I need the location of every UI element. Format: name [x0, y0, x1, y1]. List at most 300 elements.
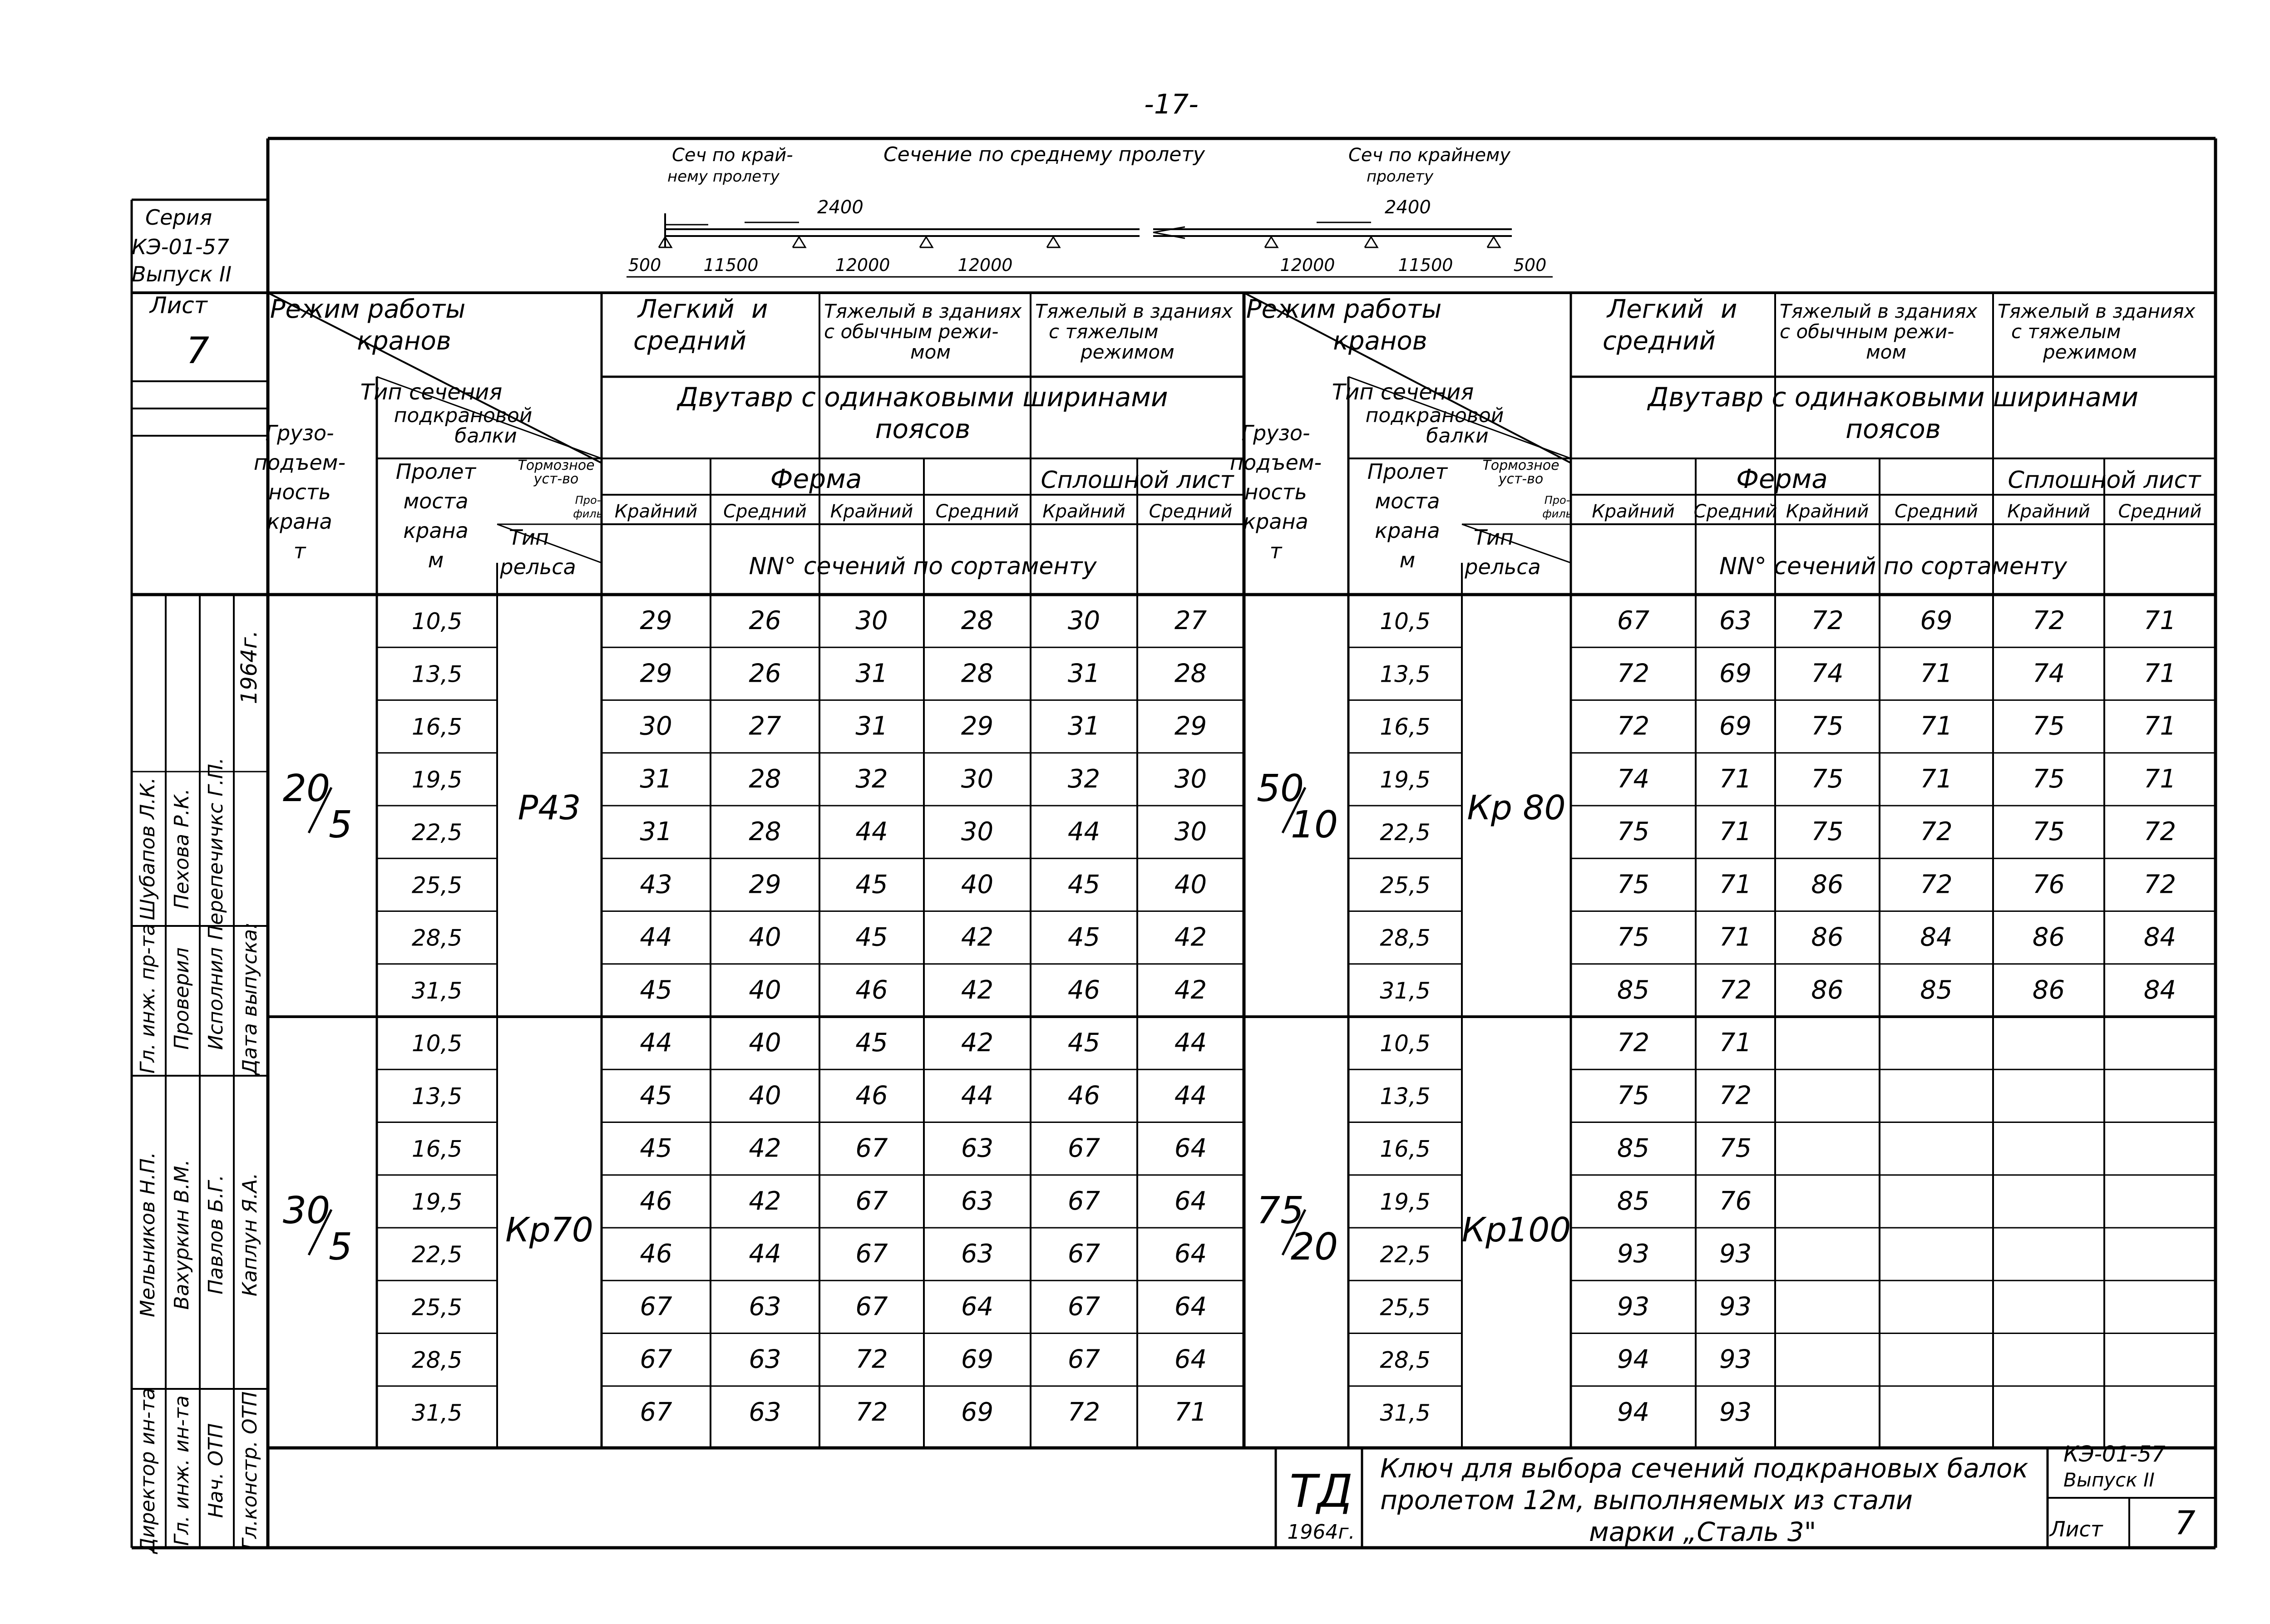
left-section-number-cell: 64: [1174, 1239, 1207, 1269]
left-capacity-label-0: Грузо-: [265, 421, 334, 445]
right-section-number-cell: 93: [1719, 1239, 1752, 1269]
right-section-number-cell: 71: [2143, 764, 2176, 794]
left-span-cell: 16,5: [411, 1136, 463, 1162]
right-section-number-cell: 84: [2143, 975, 2176, 1005]
right-heavy2-label-2: с тяжелым: [2011, 320, 2121, 343]
left-rail-type: Кр70: [505, 1211, 593, 1250]
right-section-number-cell: 72: [1719, 1081, 1752, 1111]
right-assort-label: NN° сечений по сортаменту: [1719, 553, 2067, 580]
left-span-cell: 22,5: [411, 1241, 463, 1268]
left-section-number-cell: 28: [1174, 659, 1207, 689]
series-sheet-label: Лист: [150, 292, 207, 319]
right-rail-label-1: Тип: [1473, 525, 1514, 550]
dim-6: 11500: [1398, 255, 1453, 275]
left-section-number-cell: 46: [640, 1239, 672, 1269]
right-section-number-cell: 93: [1719, 1344, 1752, 1374]
left-capacity-bottom: 5: [328, 1225, 353, 1269]
left-section-number-cell: 67: [640, 1344, 672, 1374]
right-light-label-2: и: [1721, 295, 1737, 324]
right-section-number-cell: 72: [1617, 659, 1650, 689]
left-section-number-cell: 44: [640, 1028, 672, 1058]
left-section-number-cell: 40: [1174, 870, 1207, 900]
left-section-number-cell: 45: [855, 1028, 888, 1058]
org-mark: ТД: [1289, 1465, 1353, 1518]
right-section-number-cell: 84: [2143, 922, 2176, 952]
dim-4: 12000: [957, 255, 1013, 275]
right-section-number-cell: 71: [1719, 764, 1752, 794]
left-section-number-cell: 26: [749, 606, 781, 636]
right-truss-label: Ферма: [1736, 463, 1828, 494]
left-mode-label-1: Режим работы: [270, 295, 466, 324]
right-section-number-cell: 93: [1617, 1292, 1650, 1322]
left-section-number-cell: 30: [1174, 764, 1207, 794]
left-section-number-cell: 27: [1174, 606, 1207, 636]
dim-7: 500: [1513, 255, 1547, 275]
right-section-number-cell: 67: [1617, 606, 1650, 636]
diagram-dim-left: 2400: [817, 197, 864, 218]
left-span-label-2: крана: [403, 518, 469, 543]
left-profile-label-2: филь: [573, 507, 603, 520]
left-section-number-cell: 63: [961, 1133, 994, 1163]
right-span-label-3: м: [1399, 548, 1416, 572]
right-section-number-cell: 71: [1920, 711, 1953, 741]
left-subcol-label-4: Крайний: [1042, 501, 1125, 522]
left-section-number-cell: 44: [1174, 1028, 1207, 1058]
right-section-number-cell: 72: [2032, 606, 2065, 636]
left-subcol-label-3: Средний: [935, 501, 1019, 522]
left-section-number-cell: 28: [961, 659, 994, 689]
right-capacity-label-3: крана: [1243, 509, 1308, 534]
right-span-cell: 22,5: [1380, 1241, 1431, 1268]
right-capacity-top: 50: [1256, 767, 1304, 810]
diagram-left-label-1: Сеч по край-: [672, 145, 793, 166]
left-section-number-cell: 46: [1067, 975, 1100, 1005]
page-number: -17-: [1144, 89, 1199, 120]
left-section-number-cell: 67: [1067, 1186, 1100, 1216]
left-span-cell: 10,5: [411, 608, 463, 635]
signature-position-2: Гл. инж. пр-та: [136, 923, 159, 1074]
left-span-cell: 19,5: [411, 1188, 463, 1215]
right-section-number-cell: 72: [2143, 870, 2176, 900]
right-capacity-bottom: 20: [1290, 1225, 1338, 1269]
left-section-number-cell: 67: [1067, 1344, 1100, 1374]
series-code: КЭ-01-57: [132, 235, 230, 259]
left-section-number-cell: 44: [1067, 817, 1100, 847]
left-section-number-cell: 64: [1174, 1344, 1207, 1374]
left-section-number-cell: 42: [749, 1186, 781, 1216]
signature-position: Нач. ОТП: [204, 1423, 227, 1518]
left-span-cell: 19,5: [411, 766, 463, 793]
right-span-cell: 19,5: [1380, 766, 1431, 793]
right-section-number-cell: 94: [1617, 1344, 1650, 1374]
right-section-number-cell: 94: [1617, 1397, 1650, 1427]
right-subcol-label-5: Средний: [2118, 501, 2202, 522]
left-span-cell: 13,5: [411, 661, 463, 688]
right-capacity-label-1: подъем-: [1229, 450, 1322, 475]
series-label: Серия: [145, 205, 212, 230]
left-section-number-cell: 26: [749, 659, 781, 689]
left-section-number-cell: 29: [640, 606, 672, 636]
left-section-number-cell: 44: [640, 922, 672, 952]
right-section-number-cell: 75: [1617, 922, 1650, 952]
left-section-number-cell: 67: [855, 1292, 888, 1322]
left-section-number-cell: 30: [1174, 817, 1207, 847]
right-section-number-cell: 71: [2143, 711, 2176, 741]
right-span-cell: 16,5: [1380, 1136, 1431, 1162]
left-section-number-cell: 72: [855, 1344, 888, 1374]
left-section-number-cell: 42: [961, 975, 994, 1005]
left-solid-label: Сплошной лист: [1041, 467, 1234, 494]
signature-position: Гл.констр. ОТП: [238, 1391, 262, 1550]
left-section-number-cell: 31: [1067, 711, 1100, 741]
dim-2: 11500: [703, 255, 759, 275]
left-section-number-cell: 29: [749, 870, 781, 900]
left-rail-label-1: Тип: [508, 525, 549, 550]
left-section-number-cell: 63: [749, 1397, 781, 1427]
right-section-number-cell: 71: [1920, 659, 1953, 689]
left-rail-label-2: рельса: [500, 555, 576, 579]
left-section-number-cell: 64: [1174, 1292, 1207, 1322]
left-rail-type: Р43: [518, 788, 581, 827]
left-section-number-cell: 30: [1067, 606, 1100, 636]
right-brake-label-1: Тормозное: [1482, 458, 1559, 473]
left-section-number-cell: 46: [640, 1186, 672, 1216]
left-section-number-cell: 42: [749, 1133, 781, 1163]
right-section-number-cell: 86: [1811, 922, 1844, 952]
left-subcol-label-1: Средний: [723, 501, 807, 522]
left-section-number-cell: 29: [640, 659, 672, 689]
right-section-number-cell: 72: [1617, 711, 1650, 741]
signature-position-2: Проверил: [170, 947, 193, 1050]
left-section-number-cell: 46: [1067, 1081, 1100, 1111]
left-section-number-cell: 44: [961, 1081, 994, 1111]
left-section-number-cell: 69: [961, 1344, 994, 1374]
left-assort-label: NN° сечений по сортаменту: [749, 553, 1097, 580]
left-section-number-cell: 40: [749, 922, 781, 952]
right-span-cell: 22,5: [1380, 819, 1431, 846]
left-capacity-label-4: т: [293, 539, 306, 563]
left-section-number-cell: 67: [1067, 1133, 1100, 1163]
right-capacity-label-0: Грузо-: [1241, 421, 1310, 445]
right-section-number-cell: 76: [1719, 1186, 1752, 1216]
right-section-number-cell: 86: [1811, 870, 1844, 900]
right-span-cell: 19,5: [1380, 1188, 1431, 1215]
right-mode-label-2: кранов: [1333, 326, 1427, 356]
title-block-sheet-label: Лист: [2050, 1517, 2103, 1541]
diagram-dim-right: 2400: [1385, 197, 1431, 218]
title-block-sheet-number: 7: [2175, 1504, 2196, 1542]
right-section-number-cell: 75: [1719, 1133, 1752, 1163]
right-span-cell: 25,5: [1380, 872, 1431, 899]
right-beam-label: Двутавр с одинаковыми ширинами: [1648, 382, 2139, 413]
left-section-number-cell: 31: [640, 764, 672, 794]
right-section-number-cell: 71: [2143, 606, 2176, 636]
signature-block: [132, 595, 268, 1554]
right-span-cell: 10,5: [1380, 608, 1431, 635]
left-light-label-2: и: [751, 295, 768, 324]
right-section-number-cell: 86: [2032, 975, 2065, 1005]
right-mode-label-1: Режим работы: [1246, 295, 1442, 324]
right-section-number-cell: 69: [1920, 606, 1953, 636]
left-section-type-1: Тип сечения: [360, 379, 503, 405]
left-section-number-cell: 44: [749, 1239, 781, 1269]
left-span-label-1: моста: [403, 489, 469, 513]
left-capacity-bottom: 5: [328, 803, 353, 846]
right-heavy1-label-1: Тяжелый в зданиях: [1780, 300, 1978, 322]
right-section-number-cell: 71: [1719, 817, 1752, 847]
right-section-number-cell: 75: [1617, 870, 1650, 900]
left-span-cell: 28,5: [411, 925, 463, 951]
left-section-number-cell: 31: [1067, 659, 1100, 689]
diagram-left-label-2: нему пролету: [667, 167, 780, 186]
right-heavy1-label-3: мом: [1866, 341, 1907, 363]
left-section-number-cell: 40: [749, 1028, 781, 1058]
right-section-number-cell: 72: [2143, 817, 2176, 847]
signature-name: Вахуркин В.М.: [170, 1159, 193, 1310]
diagram-right-label-1: Сеч по крайнему: [1348, 145, 1510, 166]
right-section-number-cell: 86: [2032, 922, 2065, 952]
signature-name: Каплун Я.А.: [238, 1172, 262, 1297]
right-section-number-cell: 72: [1920, 870, 1953, 900]
right-heavy1-label-2: с обычным режи-: [1780, 320, 1954, 343]
right-section-number-cell: 71: [1719, 870, 1752, 900]
dim-5: 12000: [1280, 255, 1335, 275]
left-section-number-cell: 69: [961, 1397, 994, 1427]
left-capacity-top: 30: [282, 1189, 331, 1232]
left-capacity-label-1: подъем-: [253, 450, 346, 475]
signature-name-2: Перепечичкс Г.П.: [204, 758, 227, 940]
left-heavy2-label-3: режимом: [1081, 341, 1174, 363]
right-subcol-label-2: Крайний: [1786, 501, 1869, 522]
left-section-number-cell: 43: [640, 870, 672, 900]
right-section-number-cell: 75: [1811, 817, 1844, 847]
right-span-cell: 16,5: [1380, 714, 1431, 740]
right-section-number-cell: 85: [1617, 1133, 1650, 1163]
right-section-number-cell: 72: [1811, 606, 1844, 636]
left-light-label-3: средний: [633, 326, 746, 356]
left-section-number-cell: 64: [1174, 1186, 1207, 1216]
right-span-cell: 28,5: [1380, 1347, 1431, 1373]
right-rail-type: Кр100: [1461, 1211, 1571, 1250]
right-section-number-cell: 84: [1920, 922, 1953, 952]
left-section-number-cell: 29: [961, 711, 994, 741]
signature-year: 1964г.: [237, 630, 262, 704]
left-section-number-cell: 45: [640, 1081, 672, 1111]
left-section-number-cell: 28: [749, 764, 781, 794]
left-section-number-cell: 42: [961, 1028, 994, 1058]
right-span-cell: 25,5: [1380, 1294, 1431, 1321]
right-section-number-cell: 75: [1811, 711, 1844, 741]
left-light-label-1: Легкий: [638, 295, 735, 324]
left-section-number-cell: 63: [961, 1239, 994, 1269]
left-subcol-label-0: Крайний: [614, 501, 698, 522]
left-section-type-3: балки: [454, 424, 517, 448]
right-brake-label-2: уст-во: [1498, 471, 1544, 487]
right-section-number-cell: 71: [1920, 764, 1953, 794]
left-truss-label: Ферма: [770, 463, 862, 494]
left-section-number-cell: 42: [961, 922, 994, 952]
signature-name-2: Шубапов Л.К.: [136, 777, 159, 920]
right-heavy2-label-3: режимом: [2043, 341, 2137, 363]
left-section-number-cell: 40: [749, 975, 781, 1005]
right-section-number-cell: 71: [1719, 922, 1752, 952]
right-section-type-1: Тип сечения: [1332, 379, 1474, 405]
left-span-label-0: Пролет: [395, 459, 476, 484]
left-section-number-cell: 30: [855, 606, 888, 636]
left-span-cell: 16,5: [411, 714, 463, 740]
right-section-number-cell: 72: [1920, 817, 1953, 847]
right-section-number-cell: 63: [1719, 606, 1752, 636]
left-section-number-cell: 63: [749, 1344, 781, 1374]
right-subcol-label-3: Средний: [1895, 501, 1978, 522]
left-section-number-cell: 63: [961, 1186, 994, 1216]
left-section-number-cell: 40: [749, 1081, 781, 1111]
right-solid-label: Сплошной лист: [2008, 467, 2201, 494]
right-profile-label-2: филь: [1542, 507, 1572, 520]
left-section-number-cell: 45: [640, 975, 672, 1005]
right-section-number-cell: 93: [1719, 1292, 1752, 1322]
left-section-number-cell: 28: [961, 606, 994, 636]
left-heavy1-label-3: мом: [910, 341, 951, 363]
series-issue: Выпуск II: [132, 262, 232, 286]
right-span-cell: 31,5: [1380, 977, 1431, 1004]
left-section-number-cell: 64: [1174, 1133, 1207, 1163]
right-section-number-cell: 75: [1617, 817, 1650, 847]
right-section-number-cell: 74: [1617, 764, 1650, 794]
left-section-number-cell: 72: [1067, 1397, 1100, 1427]
left-section-number-cell: 67: [1067, 1292, 1100, 1322]
right-capacity-bottom: 10: [1290, 803, 1338, 846]
right-rail-type: Кр 80: [1467, 788, 1566, 827]
left-section-number-cell: 28: [749, 817, 781, 847]
left-section-number-cell: 45: [640, 1133, 672, 1163]
right-light-label-1: Легкий: [1607, 295, 1704, 324]
left-section-number-cell: 42: [1174, 922, 1207, 952]
right-beam-label-2: поясов: [1846, 413, 1941, 444]
right-section-number-cell: 69: [1719, 711, 1752, 741]
title-line-3: марки „Сталь 3": [1589, 1516, 1816, 1547]
left-subcol-label-2: Крайний: [830, 501, 913, 522]
right-section-number-cell: 71: [2143, 659, 2176, 689]
signature-position-2: Дата выпуска:: [238, 922, 262, 1075]
right-section-number-cell: 74: [2032, 659, 2065, 689]
right-span-label-2: крана: [1375, 518, 1440, 543]
left-section-number-cell: 45: [855, 922, 888, 952]
left-section-number-cell: 46: [855, 1081, 888, 1111]
left-capacity-top: 20: [282, 767, 331, 810]
right-subcol-label-4: Крайний: [2007, 501, 2090, 522]
left-span-cell: 13,5: [411, 1083, 463, 1110]
title-line-2: пролетом 12м, выполняемых из стали: [1380, 1485, 1913, 1516]
right-section-type-3: балки: [1426, 424, 1489, 448]
left-section-number-cell: 31: [855, 711, 888, 741]
series-stamp: [132, 205, 232, 372]
dim-1: 500: [628, 255, 661, 275]
right-section-number-cell: 86: [1811, 975, 1844, 1005]
left-section-number-cell: 30: [961, 817, 994, 847]
left-section-number-cell: 67: [855, 1239, 888, 1269]
left-section-number-cell: 71: [1174, 1397, 1207, 1427]
right-section-number-cell: 75: [2032, 764, 2065, 794]
left-heavy2-label-1: Тяжелый в зданиях: [1035, 300, 1233, 322]
right-span-cell: 13,5: [1380, 661, 1431, 688]
right-section-number-cell: 93: [1617, 1239, 1650, 1269]
left-span-cell: 25,5: [411, 1294, 463, 1321]
left-capacity-label-3: крана: [267, 509, 332, 534]
signature-name-2: Пехова Р.К.: [170, 788, 193, 909]
right-section-number-cell: 75: [2032, 711, 2065, 741]
right-section-type-2: подкрановой: [1365, 404, 1504, 427]
left-beam-label: Двутавр с одинаковыми ширинами: [677, 382, 1168, 413]
diagram-center-label: Сечение по среднему пролету: [883, 143, 1205, 166]
right-section-number-cell: 75: [2032, 817, 2065, 847]
right-section-number-cell: 71: [1719, 1028, 1752, 1058]
right-capacity-top: 75: [1256, 1189, 1304, 1232]
left-beam-label-2: поясов: [875, 413, 971, 444]
left-section-number-cell: 72: [855, 1397, 888, 1427]
left-section-number-cell: 27: [749, 711, 781, 741]
left-span-cell: 31,5: [411, 1399, 463, 1426]
signature-position: Гл. инж. ин-та: [170, 1395, 193, 1546]
signature-position-2: Исполнил: [204, 947, 227, 1050]
left-section-type-2: подкрановой: [394, 404, 533, 427]
right-section-number-cell: 75: [1617, 1081, 1650, 1111]
right-capacity-label-2: ность: [1244, 480, 1307, 504]
left-section-number-cell: 45: [1067, 922, 1100, 952]
left-section-number-cell: 32: [1067, 764, 1100, 794]
left-section-number-cell: 67: [855, 1186, 888, 1216]
series-sheet-number: 7: [186, 330, 209, 372]
left-subcol-label-5: Средний: [1149, 501, 1233, 522]
right-span-label-0: Пролет: [1367, 459, 1448, 484]
right-rail-label-2: рельса: [1465, 555, 1541, 579]
dim-3: 12000: [835, 255, 890, 275]
title-block-issue: Выпуск II: [2063, 1469, 2155, 1491]
right-span-cell: 10,5: [1380, 1030, 1431, 1057]
org-year: 1964г.: [1287, 1521, 1355, 1544]
left-capacity-label-2: ность: [268, 480, 331, 504]
left-section-number-cell: 45: [1067, 870, 1100, 900]
left-brake-label-2: уст-во: [533, 471, 579, 487]
right-section-number-cell: 72: [1719, 975, 1752, 1005]
right-span-cell: 28,5: [1380, 925, 1431, 951]
left-section-number-cell: 64: [961, 1292, 994, 1322]
left-section-number-cell: 29: [1174, 711, 1207, 741]
left-section-number-cell: 30: [961, 764, 994, 794]
left-section-number-cell: 31: [855, 659, 888, 689]
diagram-right-label-2: пролету: [1367, 167, 1434, 186]
left-mode-label-2: кранов: [357, 326, 451, 356]
right-section-number-cell: 85: [1617, 975, 1650, 1005]
left-section-number-cell: 31: [640, 817, 672, 847]
left-span-cell: 10,5: [411, 1030, 463, 1057]
right-section-number-cell: 72: [1617, 1028, 1650, 1058]
right-heavy2-label-1: Тяжелый в зданиях: [1998, 300, 2196, 322]
left-section-number-cell: 67: [855, 1133, 888, 1163]
right-section-number-cell: 69: [1719, 659, 1752, 689]
right-section-number-cell: 76: [2032, 870, 2065, 900]
left-section-number-cell: 45: [855, 870, 888, 900]
left-section-number-cell: 63: [749, 1292, 781, 1322]
beam-diagram: [627, 143, 1553, 277]
left-section-number-cell: 67: [1067, 1239, 1100, 1269]
left-section-number-cell: 44: [1174, 1081, 1207, 1111]
title-block: [1287, 1442, 2196, 1547]
title-line-1: Ключ для выбора сечений подкрановых балок: [1380, 1453, 2028, 1484]
left-span-cell: 28,5: [411, 1347, 463, 1373]
left-heavy1-label-2: с обычным режи-: [824, 320, 999, 343]
left-section-number-cell: 32: [855, 764, 888, 794]
